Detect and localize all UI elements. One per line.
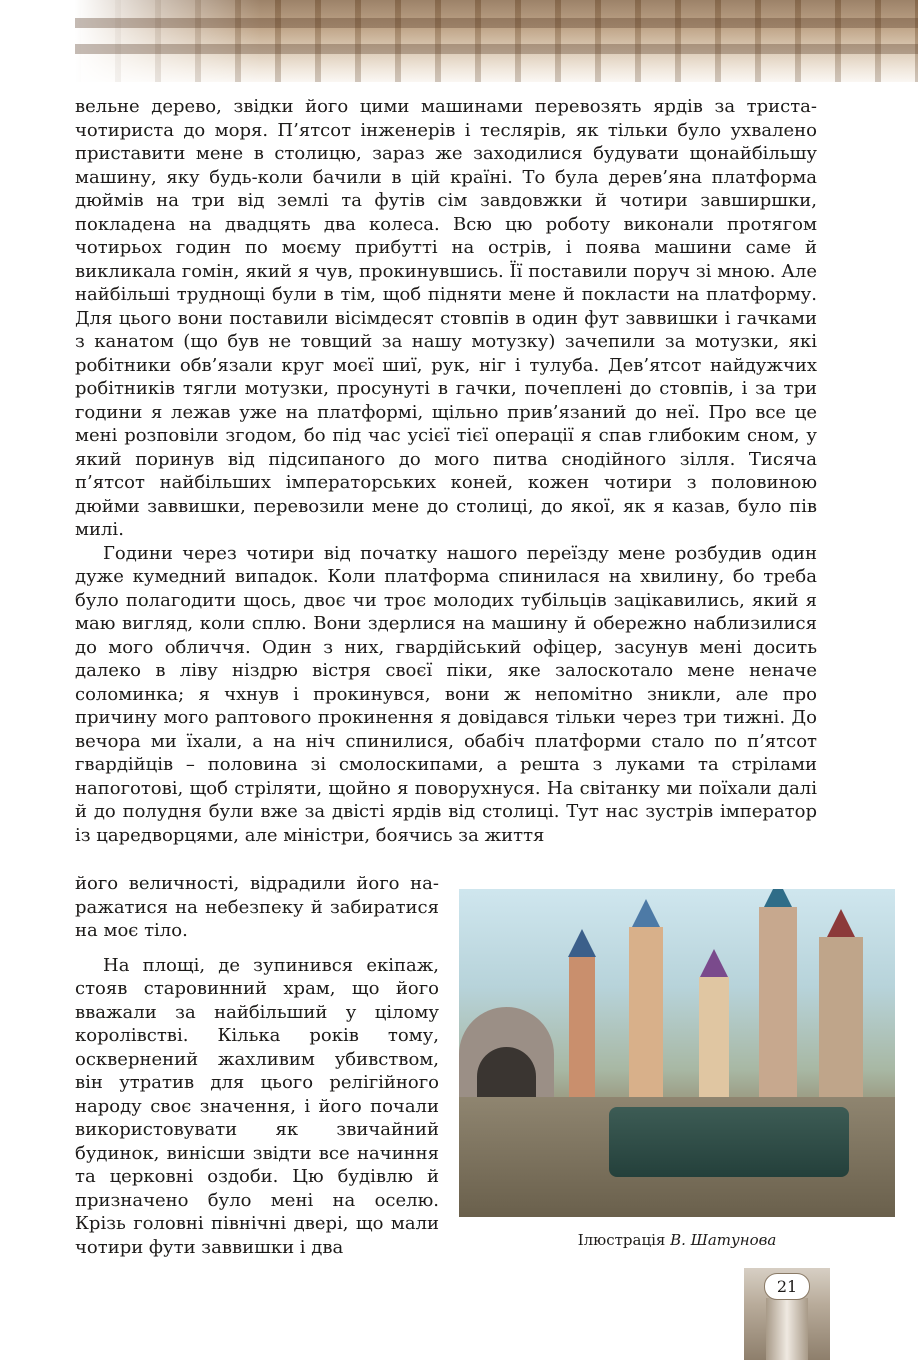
main-text [75, 95, 817, 847]
illustration-caption [459, 1231, 895, 1249]
page-number: 21 [764, 1273, 810, 1300]
paragraph-3: його величності, відрадили його наражатися на небезпеку й забиратися на моє тіло. [75, 873, 439, 941]
caption-author: В. Шатунова [670, 1231, 777, 1249]
caption-label: Ілюстрація [577, 1231, 666, 1249]
header-decoration [75, 0, 918, 82]
paragraph-2: Години через чотири від початку нашого переїзду мене розбудив один дуже кумедний випадок. Коли платформа спинилася на хвилину, бо треба було полагодити щось, двоє чи троє молодих тубільців зацікавились, який я маю вигляд, коли сплю. Вони здерлися на машину й обережно наблизилися до мого обличчя. Один з них, гвардійський офіцер, засунув мені досить далеко в ліву ніздрю вістря своєї піки, яке залоскотало мене неначе соломинка; я чхнув і прокинувся, вони ж непомітно зникли, але про причину мого раптового прокинення я довідався тільки через три тижні. До вечора ми їхали, а на ніч спинилися, обабіч платформи стало по п’ятсот гвардійців – половина зі смолоскипами, а решта з луками та стрілами напоготові, щоб стріляти, щойно я поворухнуся. На світанку ми поїхали далі й до полудня були вже за двісті ярдів від столиці. Тут нас зустрів імператор із царедворцями, але міністри, боячись за життя [75, 542, 817, 846]
paragraph-4: На площі, де зупинився екіпаж, стояв старовинний храм, що його вважали за найбільший у цілому королівстві. Кілька років тому, осквернений жахливим убивством, він утратив для цього релігійного народу своє значення, і його почали використовувати як звичайний будинок, винісши звідти все начиння та церковні оздоби. Цю будівлю й призначено було мені на оселю. Крізь головні північні двері, що мали чотири фути заввишки і два [75, 954, 439, 1258]
paragraph-1: вельне дерево, звідки його цими машинами перевозять ярдів за тристачотириста до моря. П’ятсот інженерів і теслярів, як тільки було ухвалено приставити мене в столицю, зараз же заходилися будувати щонайбільшу машину, яку будь-коли бачили в цій країні. То була дерев’яна платформа дюймів на три від землі та футів сім завдовжки й чотири завширшки, покладена на двадцять два колеса. Всю цю роботу виконали протягом чотирьох годин по моєму прибутті на острів, і поява машини саме й викликала гомін, який я чув, прокинувшись. Її поставили поруч зі мною. Але найбільші труднощі були в тім, щоб підняти мене й покласти на платформу. Для цього вони поставили вісімдесят стовпів в один фут заввишки і гачками з канатом (що був не товщий за нашу мотузку) зачепили за мотузки, які робітники обв’язали круг моєї шиї, рук, ніг і тулуба. Дев’ятсот найдужчих робітників тягли мотузки, просунуті в гачки, почеплені до стовпів, і за три години я лежав уже на платформі, щільно прив’язаний до неї. Про все це мені розповіли згодом, бо під час усієї тієї операції я спав глибоким сном, у який поринув від підсипаного до мого питва снодійного зілля. Тисяча п’ятсот найбільших імператорських коней, кожен чотири з половиною дюйми заввишки, перевозили мене до столиці, до якої, як я казав, було пів милі. [75, 96, 817, 540]
gulliver-illustration [459, 889, 895, 1217]
wrapped-text [75, 872, 439, 1259]
